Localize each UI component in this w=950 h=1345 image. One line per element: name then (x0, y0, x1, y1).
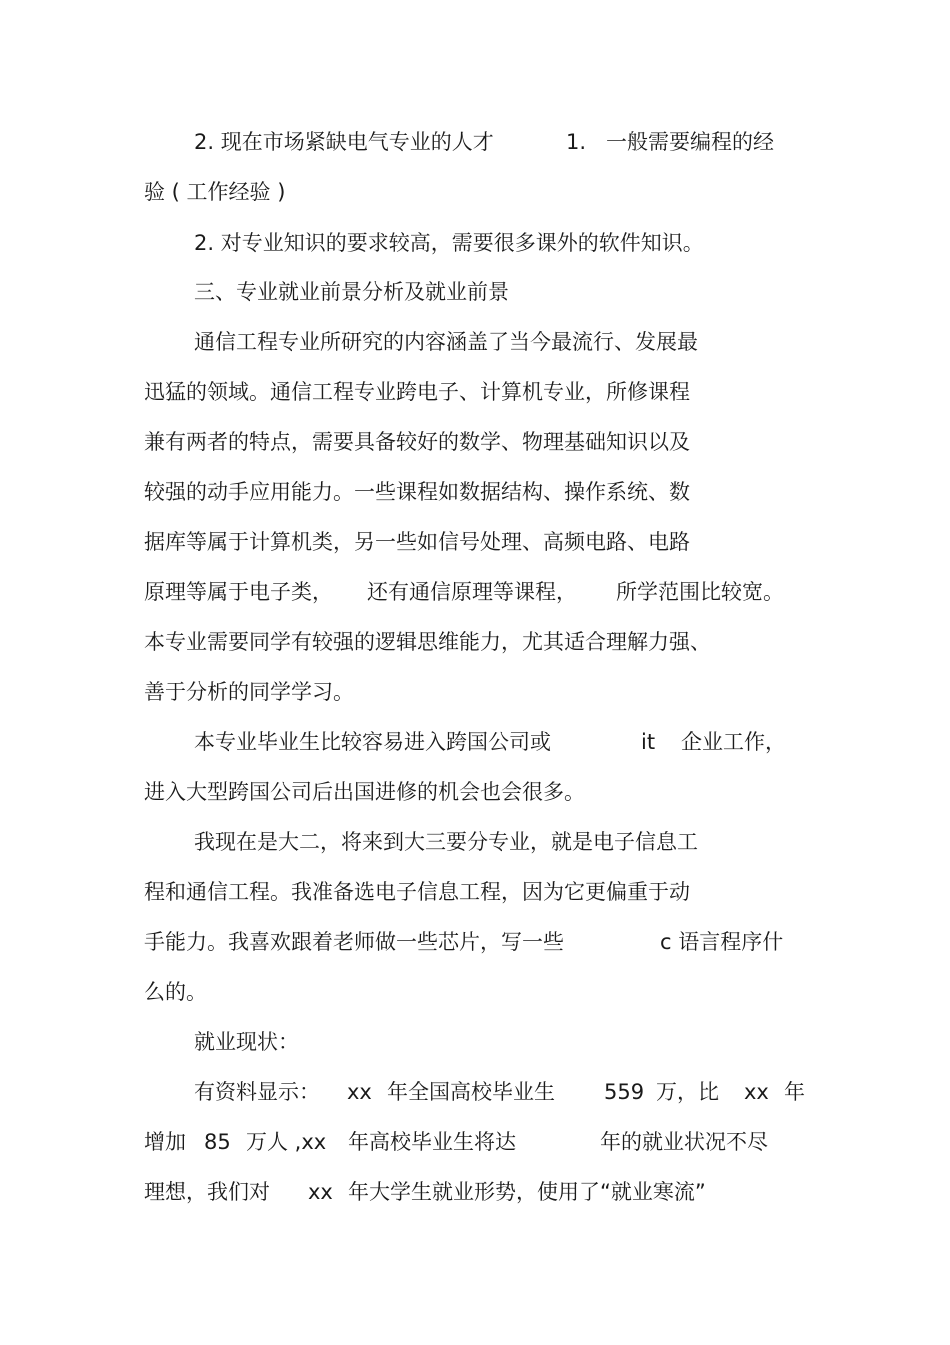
text-segment: 有资料显示： (194, 1080, 320, 1104)
text-segment: 万人 ,xx (246, 1130, 327, 1154)
text-segment: 增加 (144, 1130, 186, 1154)
text-segment: 我现在是大二，将来到大三要分专业，就是电子信息工 (194, 830, 698, 854)
text-segment: 还有通信原理等课程， (367, 580, 577, 604)
text-segment: 万，比 (656, 1080, 719, 1104)
text-segment: c 语言程序什 (660, 930, 784, 954)
text-segment: 就业现状： (194, 1030, 299, 1054)
text-segment: xx (308, 1180, 333, 1204)
text-segment: 559 (604, 1080, 645, 1104)
text-segment: it (641, 730, 656, 754)
text-segment: 善于分析的同学学习。 (144, 680, 354, 704)
text-segment: 年 (784, 1080, 805, 1104)
text-segment: 本专业需要同学有较强的逻辑思维能力，尤其适合理解力强、 (144, 630, 711, 654)
text-segment: 年大学生就业形势，使用了“就业寒流” (348, 1180, 706, 1204)
text-segment: 迅猛的领域。通信工程专业跨电子、计算机专业，所修课程 (144, 380, 690, 404)
text-segment: 企业工作， (681, 730, 786, 754)
text-segment: 较强的动手应用能力。一些课程如数据结构、操作系统、数 (144, 480, 690, 504)
text-segment: 验 ( 工作经验 ) (144, 180, 286, 204)
text-segment: 年的就业状况不尽 (600, 1130, 768, 1154)
text-segment: 所学范围比较宽。 (616, 580, 784, 604)
text-segment: 年全国高校毕业生 (387, 1080, 555, 1104)
text-segment: 么的。 (144, 980, 207, 1004)
text-segment: 2. 对专业知识的要求较高，需要很多课外的软件知识。 (194, 231, 704, 255)
text-segment: 三、专业就业前景分析及就业前景 (194, 280, 509, 304)
text-segment: 程和通信工程。我准备选电子信息工程，因为它更偏重于动 (144, 880, 690, 904)
text-segment: 原理等属于电子类， (144, 580, 333, 604)
text-segment: 1. (566, 130, 587, 154)
text-segment: 手能力。我喜欢跟着老师做一些芯片，写一些 (144, 930, 564, 954)
text-segment: xx (347, 1080, 372, 1104)
text-segment: 据库等属于计算机类，另一些如信号处理、高频电路、电路 (144, 530, 690, 554)
text-segment: xx (744, 1080, 769, 1104)
text-segment: 理想，我们对 (144, 1180, 270, 1204)
text-segment: 本专业毕业生比较容易进入跨国公司或 (194, 730, 551, 754)
text-segment: 通信工程专业所研究的内容涵盖了当今最流行、发展最 (194, 330, 698, 354)
text-segment: 2. 现在市场紧缺电气专业的人才 (194, 130, 494, 154)
text-segment: 兼有两者的特点，需要具备较好的数学、物理基础知识以及 (144, 430, 690, 454)
text-segment: 进入大型跨国公司后出国进修的机会也会很多。 (144, 780, 585, 804)
text-segment: 85 (204, 1130, 231, 1154)
text-segment: 一般需要编程的经 (606, 130, 774, 154)
text-segment: 年高校毕业生将达 (348, 1130, 516, 1154)
